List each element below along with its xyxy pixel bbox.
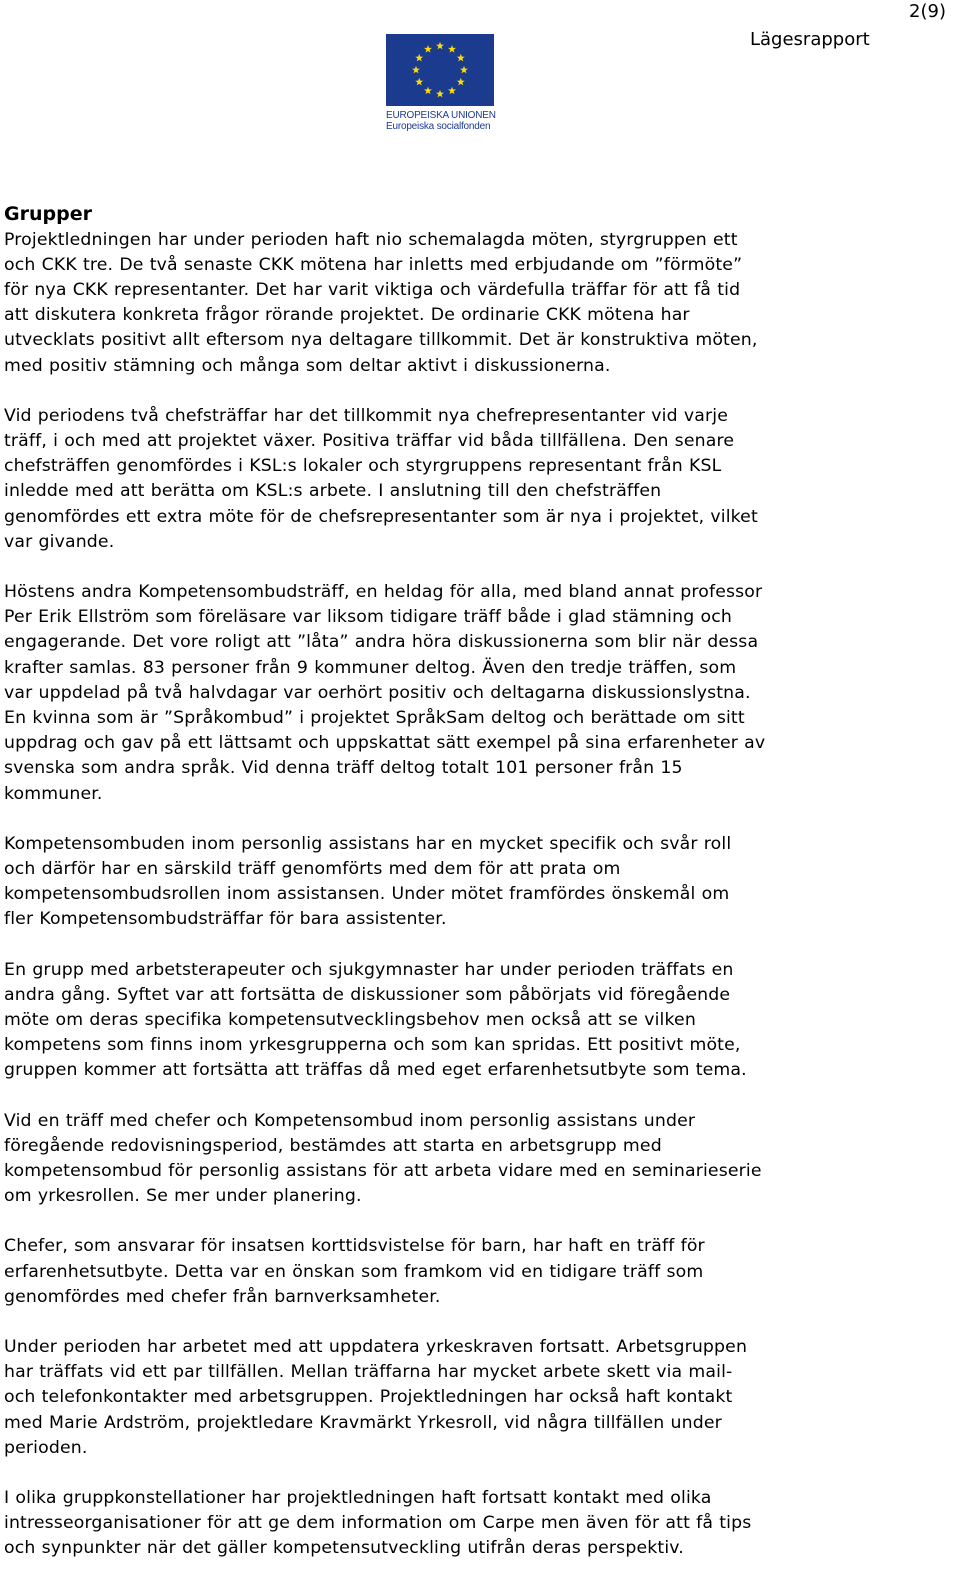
paragraph: I olika gruppkonstellationer har projektledningen haft fortsatt kontakt med olika intresseorganisationer för att ge dem information om Carpe men även för att få tips och synpunkter när det gäller kompetensutveckling utifrån deras perspektiv. (4, 1488, 752, 1559)
paragraph: Under perioden har arbetet med att uppdatera yrkeskraven fortsatt. Arbetsgruppen har träffats vid ett par tillfällen. Mellan träffarna har mycket arbete skett via mail- och telefonkontakter med arbetsgruppen. Projektledningen har också haft kontakt med Marie Ardström, projektledare Kravmärkt Yrkesroll, vid några tillfällen under perioden. (4, 1337, 748, 1458)
page-number: 2(9) (909, 1, 946, 22)
paragraph: Vid en träff med chefer och Kompetensombud inom personlig assistans under föregående redovisningsperiod, bestämdes att starta en arbetsgrupp med kompetensombud för personlig assistans för att arbeta vidare med en seminarieserie om yrkesrollen. Se mer under planering. (4, 1110, 762, 1207)
paragraph: Vid periodens två chefsträffar har det tillkommit nya chefrepresentanter vid varje träff, i och med att projektet växer. Positiva träffar vid båda tillfällena. Den senare chefsträffen genomfördes i KSL:s lokaler och styrgruppens representant från KSL inledde med att berätta om KSL:s arbete. I anslutning till den chefsträffen genomfördes ett extra möte för de chefsrepresentanter som är nya i projektet, vilket var givande. (4, 405, 758, 552)
document-body (4, 202, 904, 1587)
paragraph: Chefer, som ansvarar för insatsen korttidsvistelse för barn, har haft en träff för erfarenhetsutbyte. Detta var en önskan som framkom vid en tidigare träff som genomfördes med chefer från barnverksamheter. (4, 1236, 705, 1307)
paragraph: Projektledningen har under perioden haft nio schemalagda möten, styrgruppen ett och CKK tre. De två senaste CKK mötena har inletts med erbjudande om ”förmöte” för nya CKK representanter. Det har varit viktiga och värdefulla träffar för att få tid att diskutera konkreta frågor rörande projektet. De ordinarie CKK mötena har utvecklats positivt allt eftersom nya deltagare tillkommit. Det är konstruktiva möten, med positiv stämning och många som deltar aktivt i diskussionerna. (4, 229, 758, 376)
paragraph: En grupp med arbetsterapeuter och sjukgymnaster har under perioden träffats en andra gång. Syftet var att fortsätta de diskussioner som påbörjats vid föregående möte om deras specifika kompetensutvecklingsbehov men också att se vilken kompetens som finns inom yrkesgrupperna och som kan spridas. Ett positivt möte, gruppen kommer att fortsätta att träffas då med eget erfarenhetsutbyte som tema. (4, 959, 747, 1081)
eu-flag-icon (386, 34, 494, 106)
eu-logo (386, 34, 496, 132)
eu-logo-line2: Europeiska socialfonden (386, 121, 491, 132)
paragraph: Höstens andra Kompetensombudsträff, en heldag för alla, med bland annat professor Per Erik Ellström som föreläsare var liksom tidigare träff både i glad stämning och engagerande. Det vore roligt att ”låta” andra höra diskussionerna som blir när dessa krafter samlas. 83 personer från 9 kommuner deltog. Även den tredje träffen, som var uppdelad på två halvdagar var oerhört positiv och deltagarna diskussionslystna. En kvinna som är ”Språkombud” i projektet SpråkSam deltog och berättade om sitt uppdrag och gav på ett lättsamt och uppskattat sätt exempel på sina erfarenheter av svenska som andra språk. Vid denna träff deltog totalt 101 personer från 15 kommuner. (4, 581, 766, 804)
document-type: Lägesrapport (750, 29, 870, 50)
section-heading: Grupper (4, 203, 92, 225)
paragraph: Kompetensombuden inom personlig assistans har en mycket specifik och svår roll och därför har en särskild träff genomförts med dem för att prata om kompetensombudsrollen inom assistansen. Under mötet framfördes önskemål om fler Kompetensombudsträffar för bara assistenter. (4, 833, 732, 930)
eu-logo-line1: EUROPEISKA UNIONEN (386, 110, 496, 121)
